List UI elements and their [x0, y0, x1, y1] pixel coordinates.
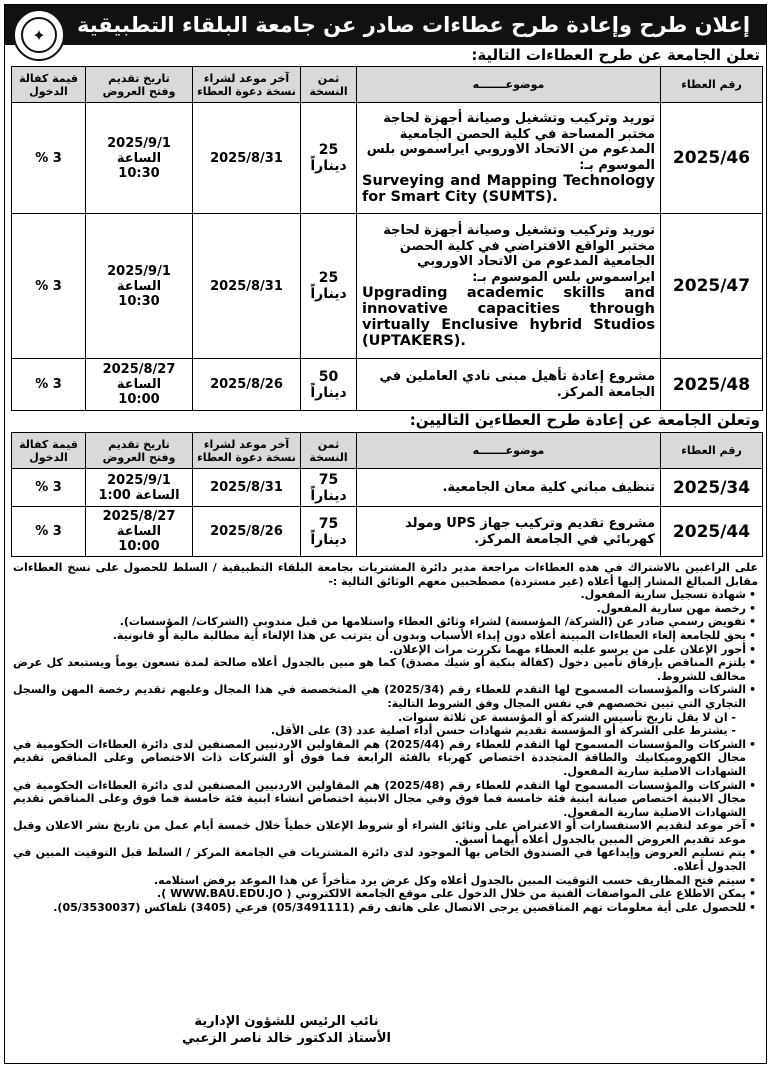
tender-guarantee: 3 % [12, 214, 86, 359]
tender-number: 2025/47 [661, 214, 763, 359]
tender-submission: 2025/9/1 الساعة 1:00 [86, 469, 193, 507]
tender-submission: 2025/9/1 الساعة 10:30 [86, 103, 193, 214]
tender-deadline: 2025/8/26 [193, 359, 301, 411]
list-item: • للحصول على أية معلومات تهم المناقصين يرجى الاتصال على هاتف رقم (05/3491111) فرعي (3405) تلفاكس (05/3530037). [13, 901, 746, 915]
list-item: • أجور الإعلان على من يرسو عليه العطاء مهما تكررت مرات الإعلان. [13, 643, 746, 657]
conditions-section [13, 561, 758, 914]
header-number: رقم العطاء [661, 67, 763, 103]
tender-guarantee: 3 % [12, 103, 86, 214]
header-deadline: آخر موعد لشراء نسخة دعوة العطاء [193, 67, 301, 103]
list-item: • يلتزم المناقص بإرفاق تأمين دخول (كفالة بنكية أو شيك مصدق) كما هو مبين بالجدول أعلاه صالحة لمدة تسعون يوماً ويستبعد كل عرض مخالف للشروط. [13, 656, 746, 683]
intro-new-tenders: تعلن الجامعة عن طرح العطاءات التالية: [471, 46, 760, 64]
retenders-table [11, 432, 763, 557]
tender-submission: 2025/9/1 الساعة 10:30 [86, 214, 193, 359]
tender-subject: تنظيف مباني كلية معان الجامعية. [357, 469, 661, 507]
tender-price: 25 ديناراً [301, 103, 357, 214]
header-subject: موضوعـــــــه [357, 67, 661, 103]
header-price: ثمن النسخة [301, 433, 357, 469]
header-bar [5, 5, 766, 45]
tender-price: 50 ديناراً [301, 359, 357, 411]
tender-subject: توريد وتركيب وتشغيل وصيانة أجهزة لحاجة مختبر الواقع الافتراضي في كلية الحصن الجامعية المدعوم من الاتحاد الاوروبي ايراسموس بلس الموسوم بـ: Upgrading academic skills and innovative capacities through virtually Enclusive hybrid Studios (UPTAKERS). [357, 214, 661, 359]
tender-deadline: 2025/8/26 [193, 507, 301, 557]
tender-submission: 2025/8/27 الساعة 10:00 [86, 507, 193, 557]
announcement-page [4, 4, 767, 1064]
list-item: • الشركات والمؤسسات المسموح لها التقدم للعطاء رقم (2025/34) هي المتخصصة في هذا المجال وعليهم تقديم رخصة المهن والسجل التجاري التي تبين تخصصهم في نفس المجال وفق الشروط التالية: [13, 683, 746, 710]
header-price: ثمن النسخة [301, 67, 357, 103]
university-seal-icon: ✦ [13, 9, 65, 61]
list-item: • آخر موعد لتقديم الاستفسارات أو الاعتراض على وثائق الشراء أو شروط الإعلان خطياً خلال خمسة أيام عمل من تاريخ نشر الاعلان وقبل موعد تقديم العروض المبين بالجدول أعلاه أيهما أسبق. [13, 819, 746, 846]
tender-number: 2025/34 [661, 469, 763, 507]
tender-guarantee: 3 % [12, 507, 86, 557]
signature-block [182, 1013, 391, 1047]
list-item: • يمكن الاطلاع على المواصفات الفنية من خلال الدخول على موقع الجامعة الالكتروني ( WWW.BAU.EDU.JO ). [13, 887, 746, 901]
tender-number: 2025/46 [661, 103, 763, 214]
header-guarantee: قيمة كفالة الدخول [12, 67, 86, 103]
table-row [12, 214, 763, 359]
header-subject: موضوعـــــــه [357, 433, 661, 469]
conditions-list [13, 588, 758, 914]
signature-name: الأستاذ الدكتور خالد ناصر الزعبي [181, 1031, 391, 1046]
tender-deadline: 2025/8/31 [193, 103, 301, 214]
tender-deadline: 2025/8/31 [193, 214, 301, 359]
tender-price: 25 ديناراً [301, 214, 357, 359]
intro-re-tenders: وتعلن الجامعة عن إعادة طرح العطاءين التاليين: [409, 411, 760, 429]
header-number: رقم العطاء [661, 433, 763, 469]
tender-number: 2025/48 [661, 359, 763, 411]
tender-price: 75 ديناراً [301, 469, 357, 507]
table-row [12, 103, 763, 214]
tender-subject: توريد وتركيب وتشغيل وصيانة أجهزة لحاجة مختبر المساحة في كلية الحصن الجامعية المدعوم من الاتحاد الاوروبي ايراسموس بلس الموسوم بـ: Surveying and Mapping Technology for Smart City (SUMTS). [357, 103, 661, 214]
tender-deadline: 2025/8/31 [193, 469, 301, 507]
list-item: • الشركات والمؤسسات المسموح لها التقدم للعطاء رقم (2025/44) هم المقاولين الاردنيين المصنفين لدى دائرة العطاءات الحكومية في مجال الكهروميكانيك والطاقة المتجددة اختصاص كهرباء بالفئة الرابعة فما فوق أو الشركات ذات الاختصاص وعلى المناقص تقديم الشهادات الاصلية سارية المفعول. [13, 738, 746, 779]
list-item: • سيتم فتح المظاريف حسب التوقيت المبين بالجدول أعلاه وكل عرض يرد متأخراً عن هذا الموعد يرفض استلامه. [13, 874, 746, 888]
tender-subject: مشروع إعادة تأهيل مبنى نادي العاملين في الجامعة المركز. [357, 359, 661, 411]
sub-list-item: - ان لا يقل تاريخ تأسيس الشركة أو المؤسسة عن ثلاثة سنوات. [397, 710, 736, 724]
header-submission: تاريخ تقديم وفتح العروض [86, 67, 193, 103]
table-row [12, 507, 763, 557]
list-item: • رخصة مهن سارية المفعول. [13, 602, 746, 616]
list-item: • الشركات والمؤسسات المسموح لها التقدم للعطاء رقم (2025/48) هم المقاولين الاردنيين المصنفين لدى دائرة العطاءات الحكومية في مجال الابنية اختصاص صيانة ابنية فئة خامسة فما فوق وفي مجال الابنية اختصاص انشاء ابنية فئة خامسة فما فوق وعلى المناقص تقديم الشهادات الاصلية سارية المفعول. [13, 779, 746, 820]
tender-guarantee: 3 % [12, 359, 86, 411]
conditions-lead: على الراغبين بالاشتراك في هذه العطاءات مراجعة مدير دائرة المشتريات بجامعة البلقاء التطبيقية / السلط للحصول على نسخ العطاءات مقابل المبالغ المشار إليها أعلاه (غير مستردة) مصطحبين معهم الوثائق التالية :- [13, 561, 758, 588]
header-guarantee: قيمة كفالة الدخول [12, 433, 86, 469]
header-submission: تاريخ تقديم وفتح العروض [86, 433, 193, 469]
tender-price: 75 ديناراً [301, 507, 357, 557]
table-header-row [12, 67, 763, 103]
signature-title: نائب الرئيس للشؤون الإدارية [194, 1014, 379, 1029]
list-item: • تفويض رسمي صادر عن (الشركة/ المؤسسة) لشراء وثائق العطاء واستلامها من قبل مندوبي (الشركات/ المؤسسات). [13, 615, 746, 629]
table-row [12, 469, 763, 507]
list-item: • يحق للجامعة إلغاء العطاءات المبينة أعلاه دون إبداء الأسباب وبدون أن يترتب عن هذا الإلغاء أية مطالبة مالية أو قانونية. [13, 629, 746, 643]
tenders-table [11, 66, 763, 411]
tender-submission: 2025/8/27 الساعة 10:00 [86, 359, 193, 411]
tender-subject: مشروع تقديم وتركيب جهاز UPS ومولد كهربائي في الجامعة المركز. [357, 507, 661, 557]
sub-list [13, 711, 746, 738]
table-header-row [12, 433, 763, 469]
list-item: • شهادة تسجيل سارية المفعول. [13, 588, 746, 602]
table-row [12, 359, 763, 411]
header-deadline: آخر موعد لشراء نسخة دعوة العطاء [193, 433, 301, 469]
page-title: إعلان طرح وإعادة طرح عطاءات صادر عن جامعة البلقاء التطبيقية [76, 13, 751, 37]
list-item: • يتم تسليم العروض وإيداعها في الصندوق الخاص بها الموجود لدى دائرة المشتريات في الجامعة المركز / السلط قبل التوقيت المبين في الجدول أعلاه. [13, 846, 746, 873]
tender-number: 2025/44 [661, 507, 763, 557]
sub-list-item: - يشترط على الشركة أو المؤسسة تقديم شهادات حسن أداء اصلية عدد (3) على الأقل. [270, 724, 736, 738]
tender-guarantee: 3 % [12, 469, 86, 507]
